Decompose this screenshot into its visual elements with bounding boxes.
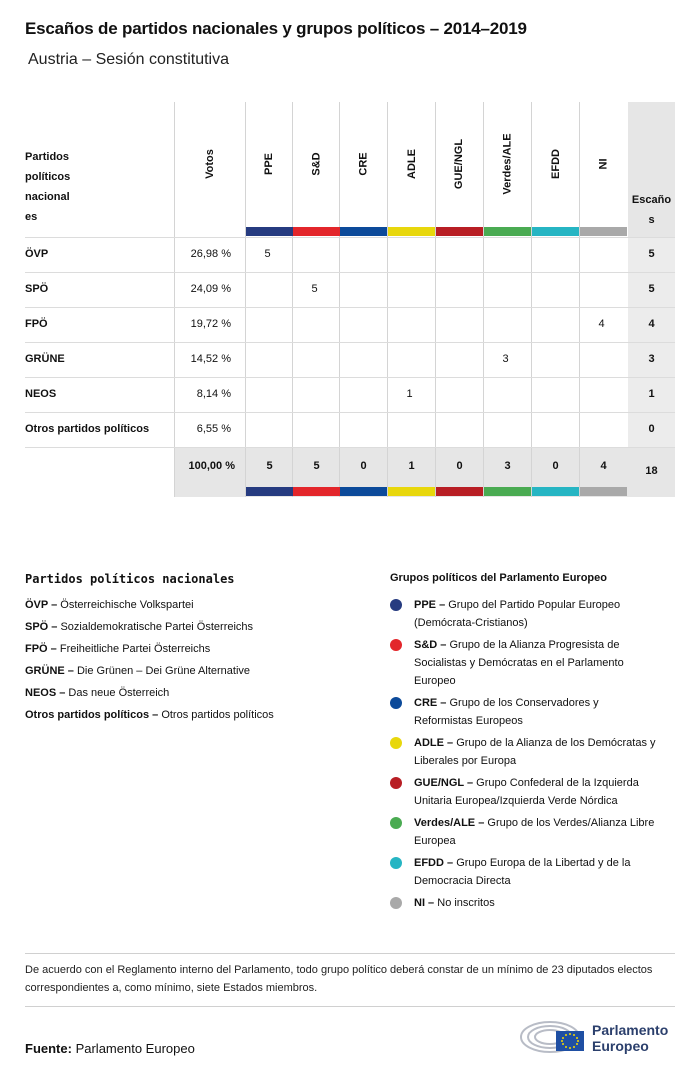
legend-text: Grupo Europa de la Libertad y de la	[456, 857, 631, 869]
total-seat-cell: 1	[408, 460, 415, 472]
group-color-bar-bottom	[532, 487, 579, 496]
grand-total-seats: 18	[645, 465, 658, 477]
seat-cell	[386, 412, 433, 447]
group-header-label: PPE	[263, 152, 276, 176]
legend-abbr: SPÖ –	[25, 621, 58, 633]
votes-value: 24,09 %	[190, 283, 231, 295]
legend-group-item	[390, 894, 680, 912]
legend-name: Das neue Österreich	[68, 687, 170, 699]
legend-national-item	[25, 618, 274, 640]
seats-total: 0	[648, 423, 655, 435]
seat-cell	[482, 307, 529, 342]
seats-header-line: Escaño	[631, 194, 672, 206]
legend-abbr: CRE –	[414, 697, 447, 709]
group-color-bar-bottom	[484, 487, 531, 496]
logo-line-2: Europeo	[592, 1038, 649, 1054]
seat-cell	[434, 307, 481, 342]
seat-cell	[578, 412, 625, 447]
seat-cell	[291, 377, 338, 412]
seat-cell	[338, 342, 385, 377]
seat-cell	[578, 237, 625, 272]
seat-cell	[578, 342, 625, 377]
legend-group-line	[414, 694, 680, 712]
total-seat-cell: 0	[552, 460, 559, 472]
total-votes: 100,00 %	[188, 460, 235, 472]
legend-national	[25, 596, 274, 728]
legend-text: Socialistas y Demócratas en el Parlamento	[414, 657, 624, 669]
group-color-bar-bottom	[246, 487, 293, 496]
seat-cell	[291, 412, 338, 447]
legend-groups-title: Grupos políticos del Parlamento Europeo	[390, 572, 607, 584]
group-color-dot	[390, 737, 402, 749]
footnote: De acuerdo con el Reglamento interno del Parlamento, todo grupo político deberá constar de un mínimo de 23 diputados electos correspondientes a, como mínimo, siete Estados miembros.	[25, 964, 653, 994]
legend-group-line	[414, 814, 680, 832]
seats-table	[25, 102, 675, 502]
source	[25, 1041, 195, 1056]
party-name: FPÖ	[25, 318, 48, 330]
legend-national-item	[25, 596, 274, 618]
group-header-label: NI	[597, 158, 610, 170]
page-subtitle: Austria – Sesión constitutiva	[28, 51, 229, 68]
group-header	[388, 102, 435, 226]
legend-text: Democracia Directa	[414, 875, 511, 887]
legend-abbr: Otros partidos políticos –	[25, 709, 159, 721]
legend-group-line	[414, 854, 680, 872]
seats-header	[628, 190, 675, 230]
source-label: Fuente:	[25, 1041, 72, 1056]
seat-cell	[530, 342, 577, 377]
group-color-bar-bottom	[436, 487, 483, 496]
party-header-line: nacional	[25, 191, 70, 203]
group-color-bar	[580, 227, 627, 236]
seat-cell	[291, 342, 338, 377]
votes-header-label: Votos	[204, 149, 216, 179]
group-header-label: GUE/NGL	[453, 138, 466, 190]
group-header	[246, 102, 293, 226]
group-header-label: Verdes/ALE	[501, 133, 514, 195]
legend-group-line	[414, 894, 680, 912]
legend-text: Grupo de la Alianza Progresista de	[449, 639, 620, 651]
seat-cell	[386, 237, 433, 272]
party-header-line: políticos	[25, 171, 71, 183]
group-color-bar-bottom	[580, 487, 627, 496]
group-color-dot	[390, 639, 402, 651]
legend-text: Unitaria Europea/Izquierda Verde Nórdica	[414, 795, 618, 807]
legend-abbr: GUE/NGL –	[414, 777, 474, 789]
seats-total: 5	[648, 248, 655, 260]
party-name: ÖVP	[25, 248, 49, 260]
party-header	[25, 147, 105, 227]
group-color-dot	[390, 599, 402, 611]
group-header-label: ADLE	[405, 149, 418, 179]
votes-value: 19,72 %	[190, 318, 231, 330]
legend-national-item	[25, 640, 274, 662]
seat-cell: 1	[406, 388, 413, 400]
group-color-bar-bottom	[340, 487, 387, 496]
seat-cell	[244, 272, 291, 307]
legend-name: Die Grünen – Dei Grüne Alternative	[76, 665, 251, 677]
seat-cell	[386, 307, 433, 342]
legend-group-item	[390, 694, 680, 730]
seat-cell	[530, 272, 577, 307]
seat-cell	[386, 272, 433, 307]
group-header	[436, 102, 483, 226]
legend-group-item	[390, 734, 680, 770]
legend-text: Europeo	[414, 675, 456, 687]
group-header	[484, 102, 531, 226]
party-name: SPÖ	[25, 283, 49, 295]
legend-group-line	[414, 734, 680, 752]
legend-name: Sozialdemokratische Partei Österreichs	[60, 621, 254, 633]
votes-header	[175, 102, 245, 226]
seats-total: 4	[648, 318, 655, 330]
seat-cell	[244, 342, 291, 377]
legend-name: Otros partidos políticos	[161, 709, 274, 721]
legend-group-item	[390, 854, 680, 890]
seat-cell	[244, 412, 291, 447]
legend-name: Österreichische Volkspartei	[60, 599, 194, 611]
votes-value: 14,52 %	[190, 353, 231, 365]
total-seat-cell: 0	[360, 460, 367, 472]
party-header-line: Partidos	[25, 151, 70, 163]
group-color-bar	[340, 227, 387, 236]
legend-national-item	[25, 706, 274, 728]
parliament-hemicycle-icon	[520, 1015, 588, 1055]
seat-cell	[434, 237, 481, 272]
seat-cell	[434, 412, 481, 447]
seat-cell	[482, 412, 529, 447]
total-seat-cell: 5	[266, 460, 273, 472]
legend-group-line	[414, 636, 680, 654]
votes-value: 6,55 %	[196, 423, 231, 435]
legend-national-title: Partidos políticos nacionales	[25, 572, 235, 586]
seat-cell	[338, 377, 385, 412]
legend-abbr: EFDD –	[414, 857, 454, 869]
seat-cell	[338, 237, 385, 272]
total-seat-cell: 3	[504, 460, 511, 472]
seat-cell	[244, 377, 291, 412]
group-color-bar	[388, 227, 435, 236]
seat-cell	[578, 272, 625, 307]
seat-cell	[291, 237, 338, 272]
votes-value: 8,14 %	[196, 388, 231, 400]
seat-cell: 4	[598, 318, 605, 330]
legend-group-line	[414, 774, 680, 792]
legend-text: Liberales por Europa	[414, 755, 517, 767]
party-name: NEOS	[25, 388, 57, 400]
group-header	[293, 102, 340, 226]
seat-cell	[386, 342, 433, 377]
group-header-label: CRE	[357, 152, 370, 176]
divider	[25, 1006, 675, 1007]
group-header-label: EFDD	[549, 149, 562, 179]
seat-cell	[291, 307, 338, 342]
legend-abbr: S&D –	[414, 639, 447, 651]
legend-national-item	[25, 662, 274, 684]
group-color-bar	[532, 227, 579, 236]
legend-group-item	[390, 636, 680, 690]
logo-text	[592, 1022, 668, 1054]
seat-cell	[434, 342, 481, 377]
group-color-bar	[484, 227, 531, 236]
group-color-dot	[390, 897, 402, 909]
seat-cell	[338, 307, 385, 342]
legend-abbr: NI –	[414, 897, 435, 909]
total-seat-cell: 4	[600, 460, 607, 472]
legend-name: Freiheitliche Partei Österreichs	[59, 643, 211, 655]
group-color-dot	[390, 697, 402, 709]
legend-abbr: GRÜNE –	[25, 665, 74, 677]
logo-line-1: Parlamento	[592, 1022, 669, 1038]
seats-total: 3	[648, 353, 655, 365]
seat-cell	[338, 272, 385, 307]
legend-abbr: ADLE –	[414, 737, 454, 749]
votes-value: 26,98 %	[190, 248, 231, 260]
group-color-bar	[246, 227, 293, 236]
party-name: GRÜNE	[25, 353, 65, 365]
seat-cell	[530, 377, 577, 412]
seat-cell	[338, 412, 385, 447]
page-title: Escaños de partidos nacionales y grupos políticos – 2014–2019	[25, 19, 527, 38]
legend-text: (Demócrata-Cristianos)	[414, 617, 528, 629]
legend-abbr: PPE –	[414, 599, 446, 611]
seat-cell: 3	[502, 353, 509, 365]
group-header-label: S&D	[310, 152, 323, 176]
seat-cell	[434, 377, 481, 412]
legend-text: Grupo Confederal de la Izquierda	[476, 777, 639, 789]
party-header-line: es	[25, 211, 38, 223]
seat-cell	[482, 237, 529, 272]
seat-cell	[530, 412, 577, 447]
group-color-dot	[390, 857, 402, 869]
legend-text: Europea	[414, 835, 456, 847]
total-seat-cell: 0	[456, 460, 463, 472]
group-header	[340, 102, 387, 226]
legend-group-line	[414, 596, 680, 614]
seats-total: 1	[648, 388, 655, 400]
seat-cell	[434, 272, 481, 307]
ep-logo	[520, 1015, 680, 1060]
legend-group-item	[390, 596, 680, 632]
legend-abbr: Verdes/ALE –	[414, 817, 485, 829]
group-color-dot	[390, 817, 402, 829]
legend-text: No inscritos	[437, 897, 495, 909]
legend-text: Reformistas Europeos	[414, 715, 523, 727]
legend-group-item	[390, 814, 680, 850]
group-color-bar-bottom	[293, 487, 340, 496]
party-name: Otros partidos políticos	[25, 423, 150, 435]
legend-abbr: ÖVP –	[25, 599, 58, 611]
group-header	[580, 102, 627, 226]
group-color-bar	[436, 227, 483, 236]
divider	[25, 953, 675, 954]
source-value: Parlamento Europeo	[75, 1041, 195, 1056]
seat-cell	[244, 307, 291, 342]
group-color-bar	[293, 227, 340, 236]
seats-header-line: s	[648, 214, 655, 226]
seat-cell: 5	[264, 248, 271, 260]
group-header	[532, 102, 579, 226]
legend-text: Grupo del Partido Popular Europeo	[448, 599, 621, 611]
row-divider	[25, 447, 675, 448]
seat-cell	[578, 377, 625, 412]
seat-cell	[530, 307, 577, 342]
group-color-dot	[390, 777, 402, 789]
seat-cell	[482, 272, 529, 307]
legend-abbr: NEOS –	[25, 687, 66, 699]
total-seat-cell: 5	[313, 460, 320, 472]
seat-cell	[530, 237, 577, 272]
legend-group-item	[390, 774, 680, 810]
legend-national-item	[25, 684, 274, 706]
seats-total: 5	[648, 283, 655, 295]
group-color-bar-bottom	[388, 487, 435, 496]
seat-cell	[482, 377, 529, 412]
seat-cell: 5	[311, 283, 318, 295]
legend-text: Grupo de los Conservadores y	[449, 697, 599, 709]
legend-text: Grupo de los Verdes/Alianza Libre	[487, 817, 655, 829]
legend-abbr: FPÖ –	[25, 643, 57, 655]
legend-text: Grupo de la Alianza de los Demócratas y	[456, 737, 656, 749]
